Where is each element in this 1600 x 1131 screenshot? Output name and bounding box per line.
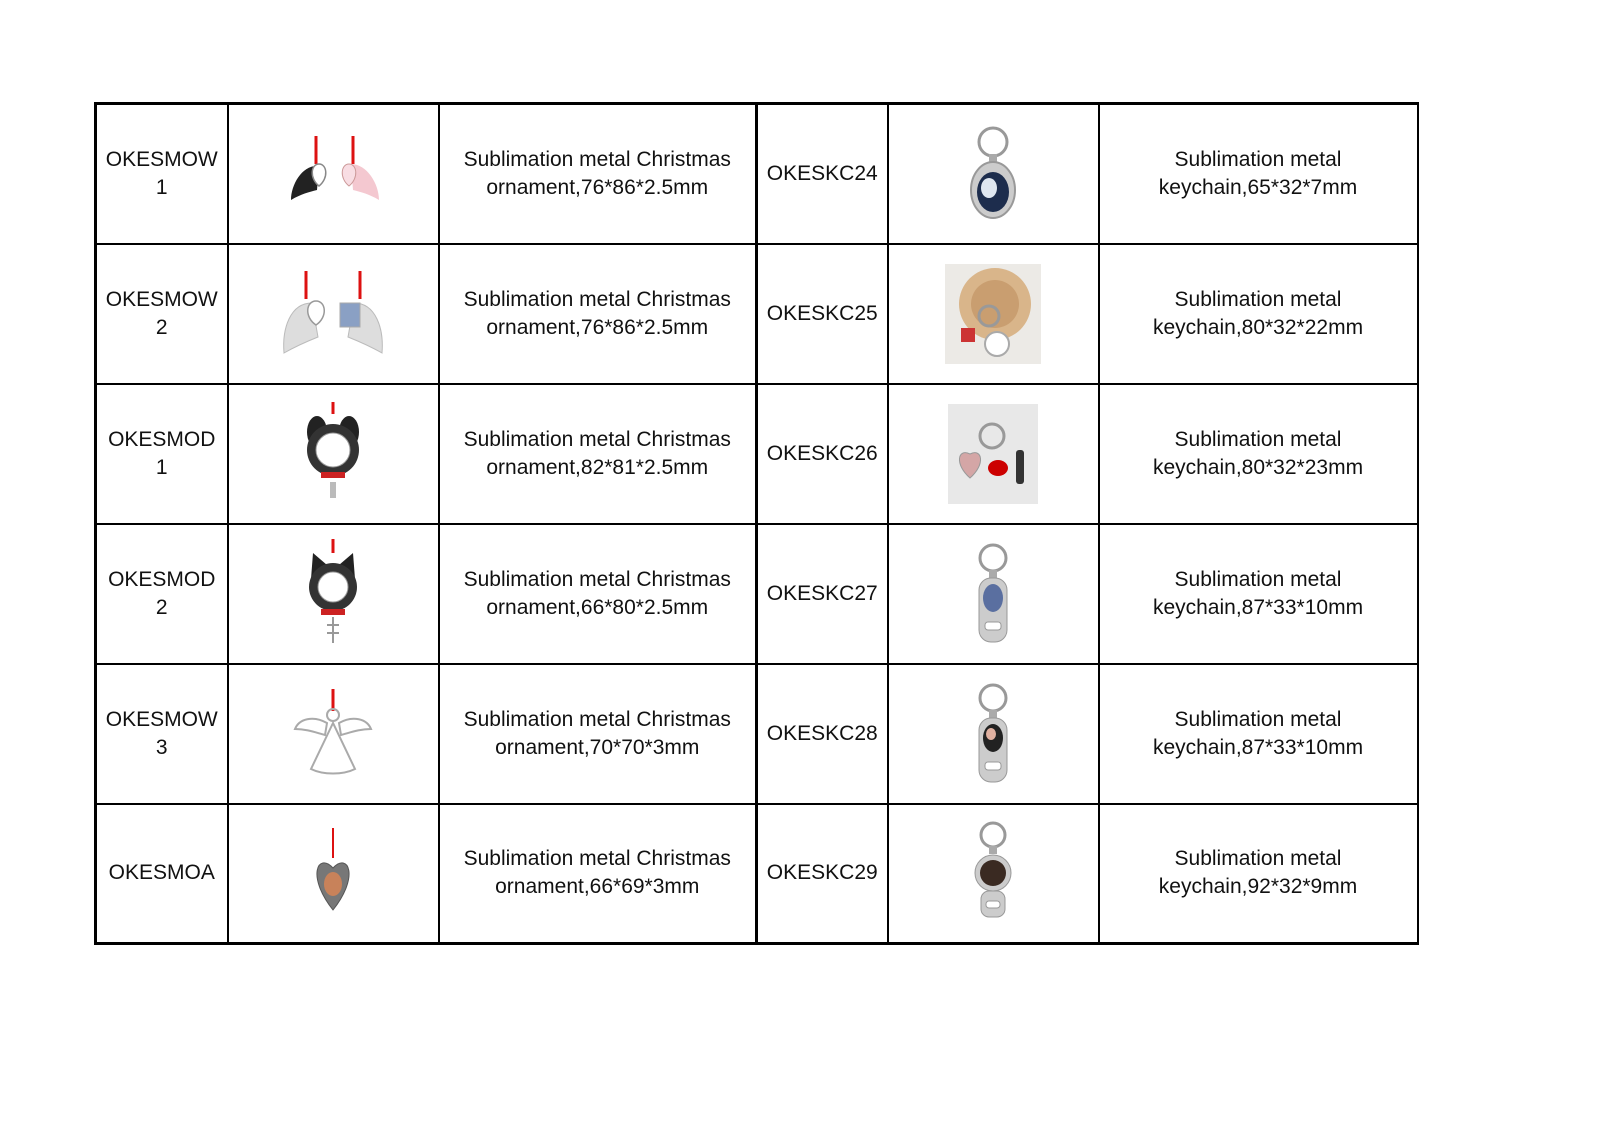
product-description: Sublimation metal keychain,87*33*10mm [1099, 524, 1418, 664]
product-description: Sublimation metal Christmas ornament,66*69*3mm [439, 804, 757, 944]
product-image [888, 384, 1099, 524]
product-description: Sublimation metal keychain,80*32*22mm [1099, 244, 1418, 384]
product-description: Sublimation metal keychain,80*32*23mm [1099, 384, 1418, 524]
product-description: Sublimation metal Christmas ornament,66*80*2.5mm [439, 524, 757, 664]
oval-keychain-icon [963, 124, 1023, 224]
product-description: Sublimation metal keychain,65*32*7mm [1099, 104, 1418, 244]
table-row [96, 524, 1418, 664]
heart-charm-keychain-icon [948, 404, 1038, 504]
product-description: Sublimation metal keychain,92*32*9mm [1099, 804, 1418, 944]
table-row [96, 104, 1418, 244]
product-code: OKESKC26 [757, 384, 888, 524]
product-code: OKESMOW 2 [96, 244, 228, 384]
product-image [888, 524, 1099, 664]
product-image [888, 104, 1099, 244]
product-image [228, 524, 439, 664]
product-image [888, 244, 1099, 384]
glitter-wings-ornament-icon [278, 269, 388, 359]
product-image [888, 804, 1099, 944]
product-table [94, 102, 1419, 945]
product-description: Sublimation metal Christmas ornament,70*70*3mm [439, 664, 757, 804]
product-description: Sublimation metal Christmas ornament,76*86*2.5mm [439, 244, 757, 384]
angel-wings-ornament-icon [283, 134, 383, 214]
product-code: OKESMOD 1 [96, 384, 228, 524]
heart-wings-ornament-icon [308, 828, 358, 918]
product-description: Sublimation metal Christmas ornament,82*81*2.5mm [439, 384, 757, 524]
table-row [96, 664, 1418, 804]
cat-ornament-icon [303, 539, 363, 649]
bottle-opener-keychain-icon [970, 682, 1016, 786]
dog-ornament-icon [303, 402, 363, 506]
product-image [888, 664, 1099, 804]
product-code: OKESMOD 2 [96, 524, 228, 664]
round-bottle-opener-keychain-icon [970, 821, 1016, 925]
product-code: OKESKC28 [757, 664, 888, 804]
product-image [228, 384, 439, 524]
product-image [228, 244, 439, 384]
table-row [96, 804, 1418, 944]
product-code: OKESKC27 [757, 524, 888, 664]
product-code: OKESMOW 1 [96, 104, 228, 244]
product-description: Sublimation metal keychain,87*33*10mm [1099, 664, 1418, 804]
product-image [228, 664, 439, 804]
table-row [96, 384, 1418, 524]
product-image [228, 104, 439, 244]
product-code: OKESKC29 [757, 804, 888, 944]
product-code: OKESKC24 [757, 104, 888, 244]
angel-ornament-icon [293, 689, 373, 779]
product-code: OKESKC25 [757, 244, 888, 384]
product-code: OKESMOA [96, 804, 228, 944]
product-image [228, 804, 439, 944]
charm-keychain-icon [945, 264, 1041, 364]
table-row [96, 244, 1418, 384]
product-description: Sublimation metal Christmas ornament,76*86*2.5mm [439, 104, 757, 244]
bottle-opener-keychain-icon [970, 542, 1016, 646]
product-code: OKESMOW 3 [96, 664, 228, 804]
